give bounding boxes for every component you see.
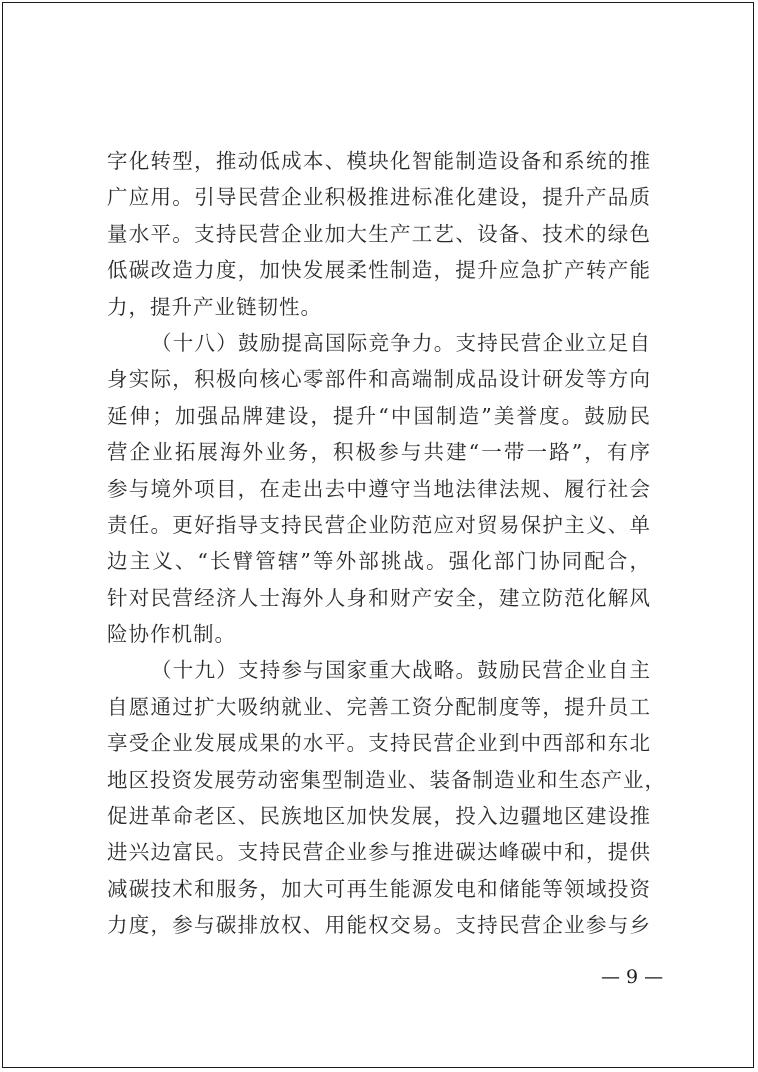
text-line: 减碳技术和服务，加大可再生能源发电和储能等领域投资 [107, 876, 651, 901]
text-line: 营企业拓展海外业务，积极参与共建“一带一路”，有序 [107, 440, 651, 465]
text-line: 字化转型，推动低成本、模块化智能制造设备和系统的推 [107, 149, 651, 173]
text-line: 身实际，积极向核心零部件和高端制成品设计研发等方向 [107, 367, 651, 392]
text-line: 地区投资发展劳动密集型制造业、装备制造业和生态产业， [107, 767, 666, 792]
text-line: 量水平。支持民营企业加大生产工艺、设备、技术的绿色 [107, 221, 651, 246]
text-line: 针对民营经济人士海外人身和财产安全，建立防范化解风 [107, 585, 651, 610]
text-line: 参与境外项目，在走出去中遵守当地法律法规、履行社会 [107, 476, 651, 501]
text-line: 广应用。引导民营企业积极推进标准化建设，提升产品质 [107, 185, 651, 210]
page-frame [2, 2, 754, 1068]
text-line: 力，提升产业链韧性。 [107, 294, 322, 319]
text-line: 自愿通过扩大吸纳就业、完善工资分配制度等，提升员工 [107, 694, 651, 719]
section-heading-line: （十九）支持参与国家重大战略。鼓励民营企业自主 [151, 658, 651, 683]
text-line: 享受企业发展成果的水平。支持民营企业到中西部和东北 [107, 731, 651, 756]
text-line: 进兴边富民。支持民营企业参与推进碳达峰碳中和，提供 [107, 840, 651, 865]
section-heading-line: （十八）鼓励提高国际竞争力。支持民营企业立足自 [151, 330, 651, 355]
text-line: 力度，参与碳排放权、用能权交易。支持民营企业参与乡 [107, 913, 651, 938]
text-line: 边主义、“长臂管辖”等外部挑战。强化部门协同配合， [107, 549, 651, 574]
text-line: 责任。更好指导支持民营企业防范应对贸易保护主义、单 [107, 512, 651, 537]
body-text [107, 143, 666, 944]
text-line: 低碳改造力度，加快发展柔性制造，提升应急扩产转产能 [107, 258, 651, 283]
text-line: 险协作机制。 [107, 622, 236, 647]
page-number: — 9 — [601, 966, 664, 988]
text-line: 促进革命老区、民族地区加快发展，投入边疆地区建设推 [107, 804, 651, 829]
text-line: 延伸；加强品牌建设，提升“中国制造”美誉度。鼓励民 [107, 403, 651, 428]
